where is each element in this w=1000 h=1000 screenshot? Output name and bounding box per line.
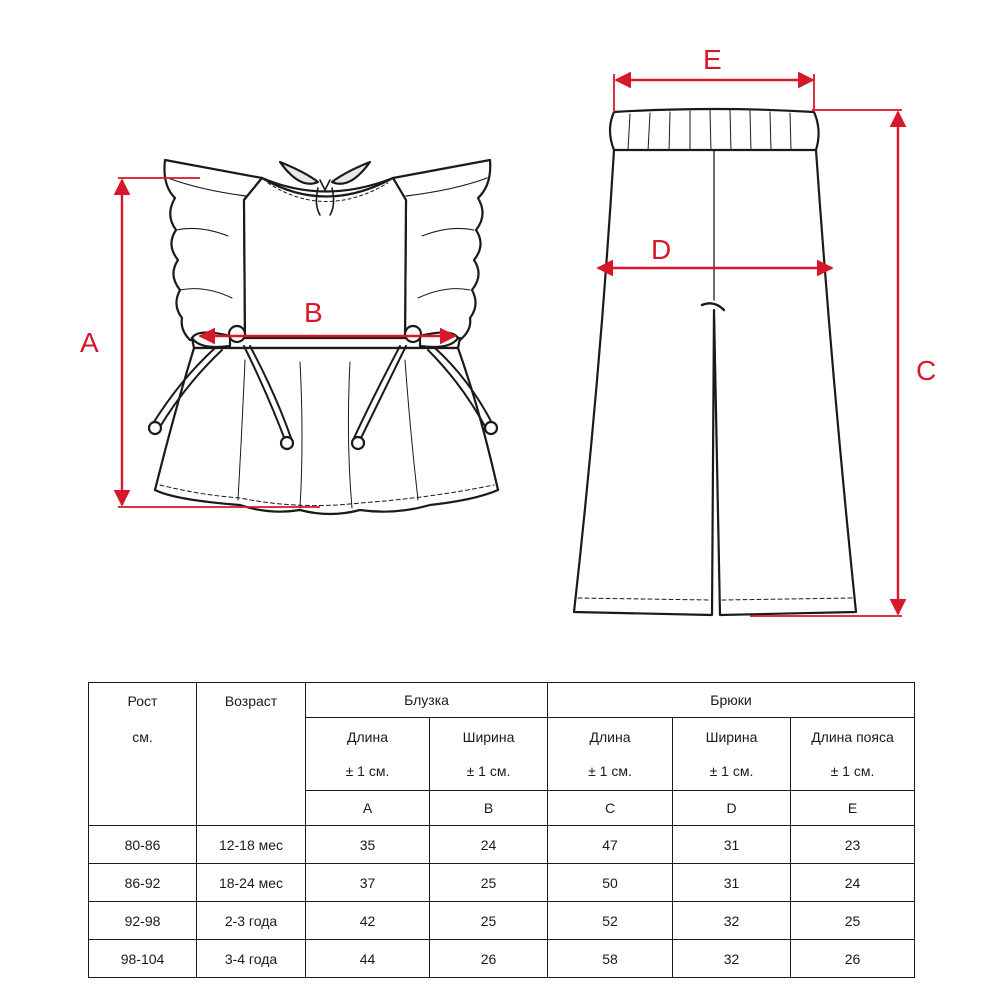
row-value: 35 xyxy=(306,826,430,864)
row-value: 52 xyxy=(548,902,673,940)
row-value: 23 xyxy=(791,826,915,864)
dim-label-c: C xyxy=(916,355,937,386)
table-row xyxy=(89,940,915,978)
row-age: 18-24 мес xyxy=(197,864,306,902)
row-value: 24 xyxy=(791,864,915,902)
row-value: 32 xyxy=(673,902,791,940)
dim-label-e: E xyxy=(703,44,722,75)
height-header xyxy=(89,683,197,826)
pants-header: Брюки xyxy=(548,683,915,718)
row-value: 37 xyxy=(306,864,430,902)
row-value: 26 xyxy=(430,940,548,978)
height-label: Рост xyxy=(127,693,158,709)
table-row xyxy=(89,826,915,864)
col-code-a: A xyxy=(306,791,430,826)
dim-label-a: A xyxy=(80,327,99,358)
row-value: 31 xyxy=(673,864,791,902)
col-header-a: Длина ± 1 см. xyxy=(306,718,430,791)
pants-sketch xyxy=(574,109,856,615)
col-header-e: Длина пояса ± 1 см. xyxy=(791,718,915,791)
table-row xyxy=(89,902,915,940)
col-header-c: Длина ± 1 см. xyxy=(548,718,673,791)
col-code-c: C xyxy=(548,791,673,826)
dim-label-b: B xyxy=(304,297,323,328)
row-height: 86-92 xyxy=(89,864,197,902)
row-value: 47 xyxy=(548,826,673,864)
row-height: 98-104 xyxy=(89,940,197,978)
row-value: 44 xyxy=(306,940,430,978)
row-age: 3-4 года xyxy=(197,940,306,978)
row-value: 50 xyxy=(548,864,673,902)
size-table xyxy=(88,682,915,978)
row-value: 42 xyxy=(306,902,430,940)
age-header: Возраст xyxy=(197,683,306,826)
row-value: 25 xyxy=(430,864,548,902)
row-value: 31 xyxy=(673,826,791,864)
row-height: 92-98 xyxy=(89,902,197,940)
col-header-d: Ширина ± 1 см. xyxy=(673,718,791,791)
row-value: 26 xyxy=(791,940,915,978)
row-value: 58 xyxy=(548,940,673,978)
row-value: 24 xyxy=(430,826,548,864)
row-value: 25 xyxy=(791,902,915,940)
table-row xyxy=(89,864,915,902)
blouse-header: Блузка xyxy=(306,683,548,718)
height-unit: см. xyxy=(132,729,153,745)
col-code-e: E xyxy=(791,791,915,826)
col-code-d: D xyxy=(673,791,791,826)
col-code-b: B xyxy=(430,791,548,826)
row-age: 2-3 года xyxy=(197,902,306,940)
row-age: 12-18 мес xyxy=(197,826,306,864)
row-height: 80-86 xyxy=(89,826,197,864)
col-header-b: Ширина ± 1 см. xyxy=(430,718,548,791)
dim-label-d: D xyxy=(651,234,672,265)
row-value: 25 xyxy=(430,902,548,940)
row-value: 32 xyxy=(673,940,791,978)
